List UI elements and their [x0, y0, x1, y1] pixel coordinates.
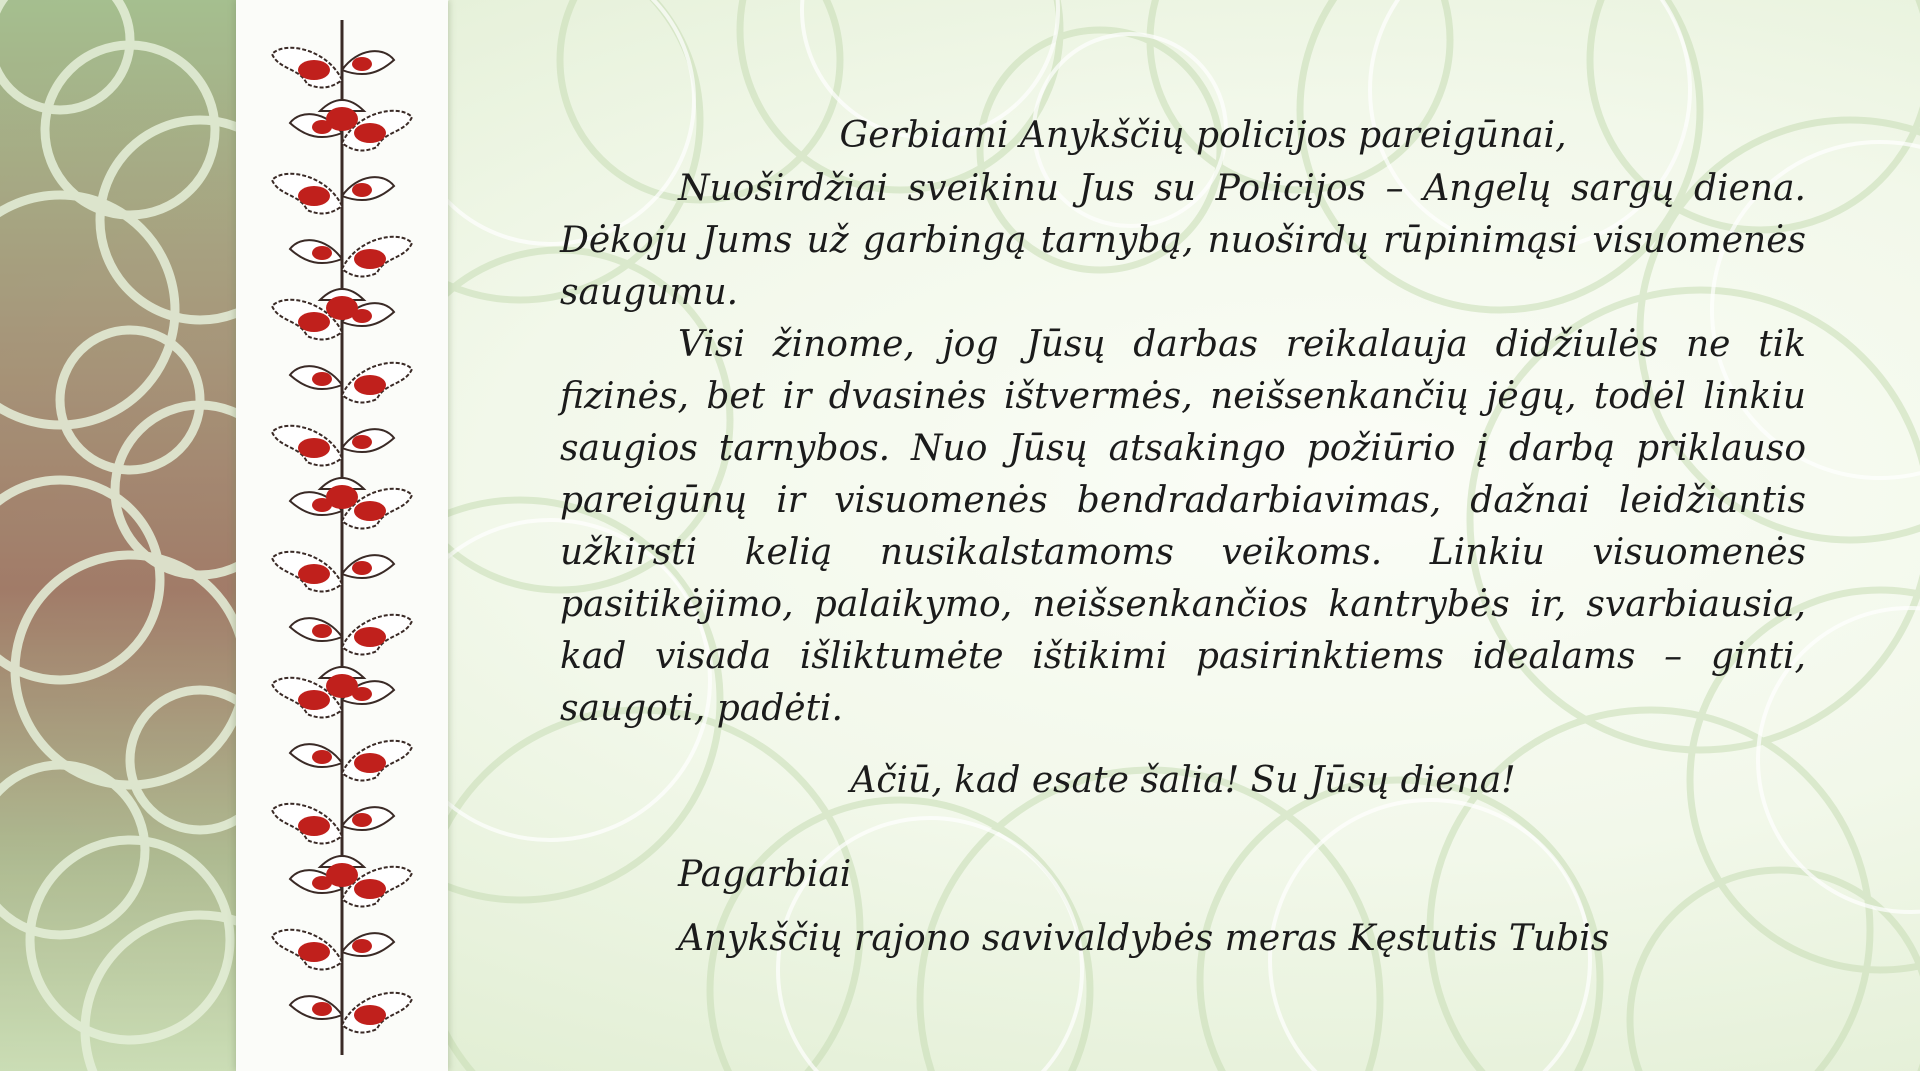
- signature-block: [678, 843, 1806, 971]
- signature-line: Anykščių rajono savivaldybės meras Kęstutis Tubis: [678, 918, 1610, 959]
- letter-text: [560, 110, 1806, 971]
- ornament-strip: [236, 0, 448, 1071]
- left-pattern-band: [0, 0, 236, 1071]
- regards-line: Pagarbiai: [678, 854, 852, 895]
- oak-leaf-ornament: [236, 0, 448, 1071]
- greeting-line: Gerbiami Anykščių policijos pareigūnai,: [839, 115, 1567, 156]
- paragraph-wishes: Visi žinome, jog Jūsų darbas reikalauja didžiulės ne tik fizinės, bet ir dvasinės ištvermės, neišsenkančių jėgų, todėl linkiu saugios tarnybos. Nuo Jūsų atsakingo požiūrio į darbą priklauso pareigūnų ir visuomenės bendradarbiavimas, dažnai leidžiantis užkirsti kelią nusikalstamoms veikoms. Linkiu visuomenės pasitikėjimo, palaikymo, neišsenkančios kantrybės ir, svarbiausia, kad visada išliktumėte ištikimi pasirinktiems idealams – ginti, saugoti, padėti.: [560, 324, 1806, 729]
- closing-line: Ačiū, kad esate šalia! Su Jūsų diena!: [850, 760, 1516, 801]
- paragraph-congratulation: Nuoširdžiai sveikinu Jus su Policijos – Angelų sargų diena. Dėkoju Jums už garbingą tarnybą, nuoširdų rūpinimąsi visuomenės saugumu.: [560, 168, 1806, 313]
